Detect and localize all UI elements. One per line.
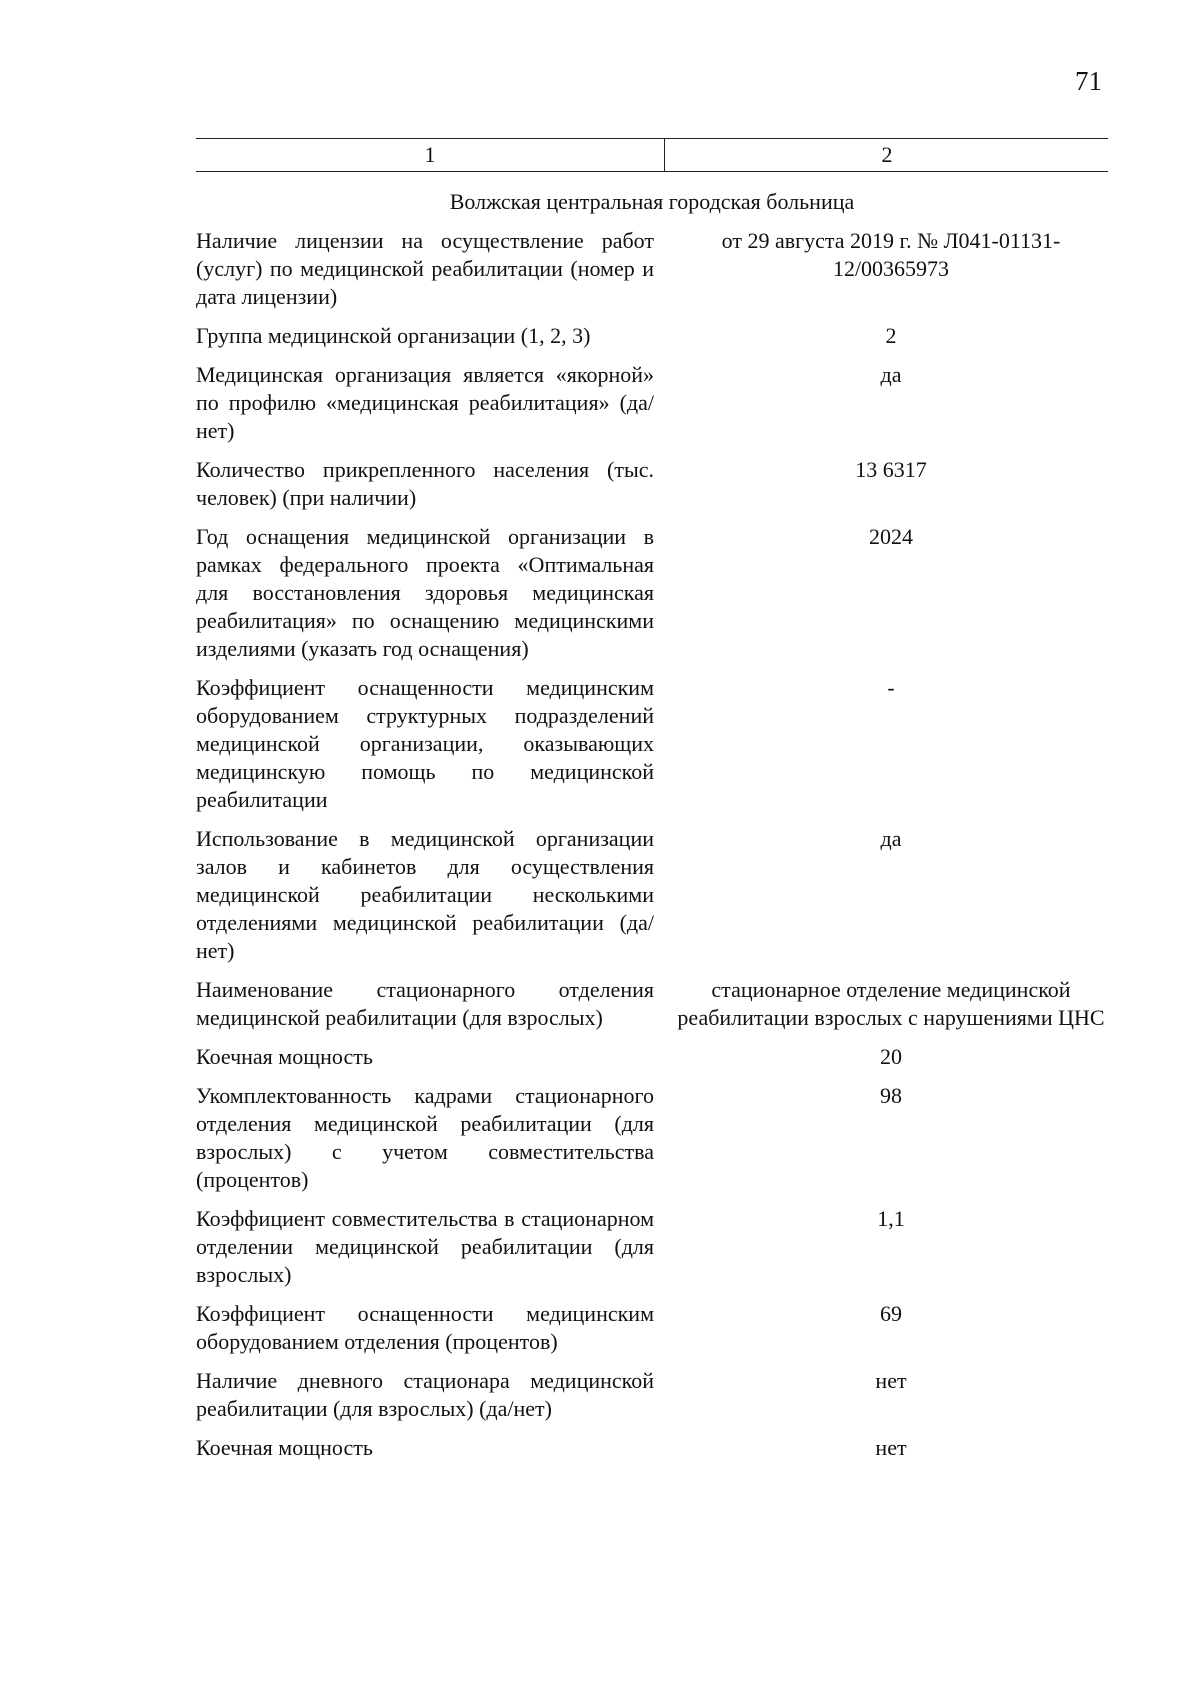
column-header-2: 2	[881, 142, 893, 167]
row-label: Наличие дневного стационара медицинской реабилитации (для взрослых) (да/нет)	[196, 1368, 654, 1421]
row-label: Медицинская организация является «якорной» по профилю «медицинская реабилитация» (да/нет)	[196, 362, 654, 443]
table-row	[196, 1367, 1108, 1423]
table-row	[196, 227, 1108, 311]
row-label: Наличие лицензии на осуществление работ (услуг) по медицинской реабилитации (номер и дата лицензии)	[196, 228, 654, 309]
row-label: Коэффициент оснащенности медицинским оборудованием структурных подразделений медицинской организации, оказывающих медицинскую помощь по медицинской реабилитации	[196, 675, 654, 812]
table-row	[196, 1043, 1108, 1071]
row-value: 69	[880, 1301, 902, 1326]
table-row	[196, 523, 1108, 663]
column-header-1: 1	[424, 142, 436, 167]
table-row	[196, 361, 1108, 445]
row-value: 2	[885, 323, 897, 348]
row-value: да	[880, 826, 902, 851]
section-title: Волжская центральная городская больница	[449, 189, 855, 214]
table-row	[196, 322, 1108, 350]
row-label: Использование в медицинской организации залов и кабинетов для осуществления медицинской реабилитации несколькими отделениями медицинской реабилитации (да/нет)	[196, 826, 654, 963]
row-value: от 29 августа 2019 г. № Л041-01131-12/00365973	[721, 228, 1061, 281]
row-value: нет	[875, 1435, 907, 1460]
table-row	[196, 456, 1108, 512]
row-label: Количество прикрепленного населения (тыс. человек) (при наличии)	[196, 457, 654, 510]
row-value: нет	[875, 1368, 907, 1393]
data-table	[196, 138, 1108, 1473]
column-divider	[664, 139, 665, 171]
table-row	[196, 1082, 1108, 1194]
row-value: 13 6317	[855, 457, 927, 482]
row-label: Коэффициент оснащенности медицинским оборудованием отделения (процентов)	[196, 1301, 654, 1354]
row-label: Наименование стационарного отделения медицинской реабилитации (для взрослых)	[196, 977, 654, 1030]
row-value: 98	[880, 1083, 902, 1108]
table-row	[196, 674, 1108, 814]
table-row	[196, 976, 1108, 1032]
row-value: -	[887, 675, 895, 700]
row-value: стационарное отделение медицинской реабилитации взрослых с нарушениями ЦНС	[677, 977, 1105, 1030]
row-label: Коечная мощность	[196, 1435, 373, 1460]
table-row	[196, 825, 1108, 965]
row-label: Коечная мощность	[196, 1044, 373, 1069]
row-value: 20	[880, 1044, 902, 1069]
table-header-row	[196, 138, 1108, 172]
row-value: 2024	[869, 524, 913, 549]
row-label: Укомплектованность кадрами стационарного отделения медицинской реабилитации (для взрослых) с учетом совместительства (процентов)	[196, 1083, 654, 1192]
row-label: Коэффициент совместительства в стационарном отделении медицинской реабилитации (для взрослых)	[196, 1206, 654, 1287]
table-row	[196, 1300, 1108, 1356]
row-label: Год оснащения медицинской организации в рамках федерального проекта «Оптимальная для восстановления здоровья медицинская реабилитация» по оснащению медицинскими изделиями (указать год оснащения)	[196, 524, 654, 661]
page-number: 71	[1075, 66, 1102, 96]
row-value: 1,1	[877, 1206, 905, 1231]
table-row	[196, 1434, 1108, 1462]
row-label: Группа медицинской организации (1, 2, 3)	[196, 323, 591, 348]
row-value: да	[880, 362, 902, 387]
table-row	[196, 1205, 1108, 1289]
